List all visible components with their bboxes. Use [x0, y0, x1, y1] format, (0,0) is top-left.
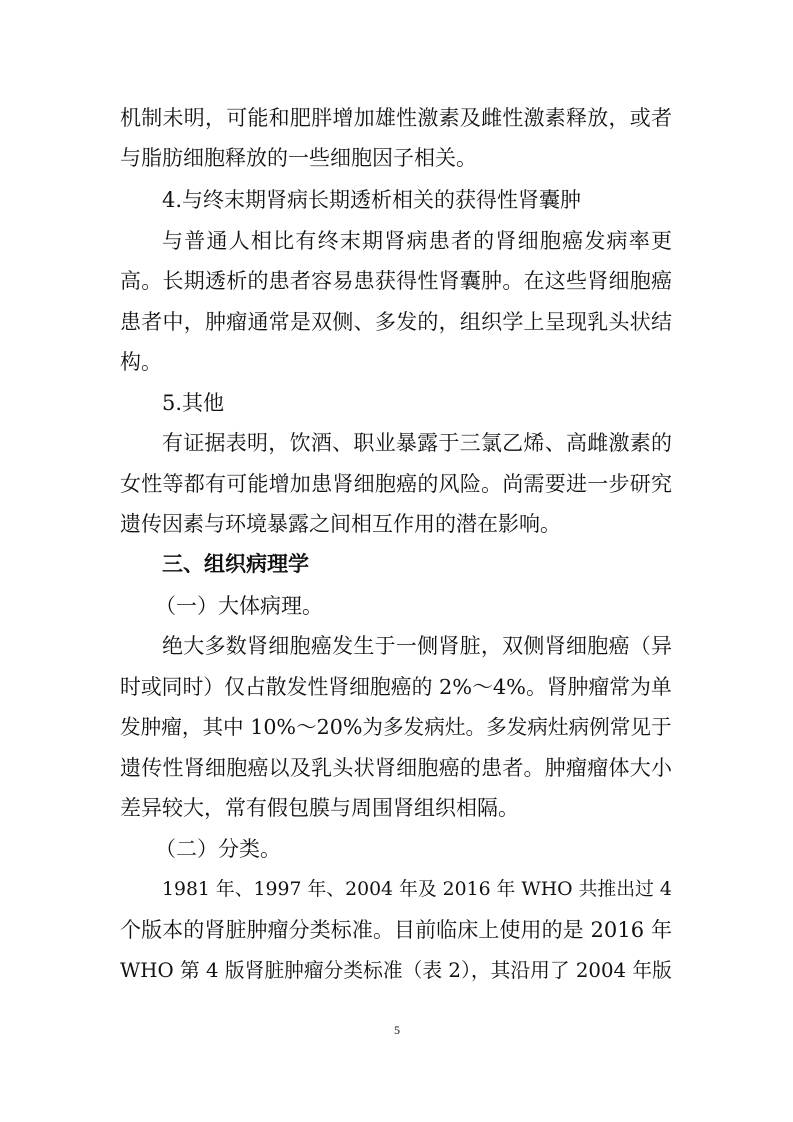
text-line-content: 机制未明，可能和肥胖增加雄性激素及雌性激素释放，或者 — [120, 106, 673, 130]
text-line — [0, 226, 793, 256]
text-line-content: 与脂肪细胞释放的一些细胞因子相关。 — [120, 146, 477, 170]
text-line — [0, 793, 793, 823]
text-line-content: 时或同时）仅占散发性肾细胞癌的 2%～4%。肾肿瘤常为单 — [120, 675, 672, 699]
section-title: 三、组织病理学 — [162, 552, 309, 576]
text-line-content: 患者中，肿瘤通常是双侧、多发的，组织学上呈现乳头状结 — [120, 310, 673, 334]
subsection-title: 4.与终末期肾病长期透析相关的获得性肾囊肿 — [162, 188, 582, 212]
text-line-content: 个版本的肾脏肿瘤分类标准。目前临床上使用的是 2016 年 — [120, 918, 673, 942]
text-line — [0, 347, 793, 377]
text-line — [0, 266, 793, 296]
text-line — [0, 915, 793, 945]
text-line-content: 遗传因素与环境暴露之间相互作用的潜在影响。 — [120, 512, 561, 536]
subsection-title: （一）大体病理。 — [155, 594, 323, 618]
section-heading — [0, 591, 793, 621]
section-heading — [0, 549, 793, 579]
text-line-content: 遗传性肾细胞癌以及乳头状肾细胞癌的患者。肿瘤瘤体大小 — [120, 756, 673, 780]
section-heading — [0, 388, 793, 418]
text-line — [0, 509, 793, 539]
text-line — [0, 753, 793, 783]
text-line — [0, 875, 793, 905]
subsection-title: 5.其他 — [162, 391, 225, 415]
text-line — [0, 631, 793, 661]
page-number: 5 — [394, 1023, 400, 1037]
text-line-content: 发肿瘤，其中 10%～20%为多发病灶。多发病灶病例常见于 — [120, 715, 672, 739]
text-line — [0, 712, 793, 742]
text-line-content: WHO 第 4 版肾脏肿瘤分类标准（表 2），其沿用了 2004 年版 — [120, 959, 672, 982]
text-line — [0, 469, 793, 499]
text-line — [0, 428, 793, 458]
text-line-content: 构。 — [120, 350, 162, 374]
text-line-content: 与普通人相比有终末期肾病患者的肾细胞癌发病率更 — [162, 229, 674, 253]
text-line-content: 1981 年、1997 年、2004 年及 2016 年 WHO 共推出过 4 — [162, 879, 672, 900]
section-heading — [0, 185, 793, 215]
text-line-content: 有证据表明，饮酒、职业暴露于三氯乙烯、高雌激素的 — [162, 431, 673, 455]
text-line-content: 高。长期透析的患者容易患获得性肾囊肿。在这些肾细胞癌 — [120, 269, 673, 293]
text-line-content: 绝大多数肾细胞癌发生于一侧肾脏，双侧肾细胞癌（异 — [162, 634, 673, 658]
subsection-title: （二）分类。 — [155, 837, 281, 861]
text-line-content: 女性等都有可能增加患肾细胞癌的风险。尚需要进一步研究 — [120, 472, 673, 496]
text-line-content: 差异较大，常有假包膜与周围肾组织相隔。 — [120, 796, 519, 820]
text-line — [0, 143, 793, 173]
text-line — [0, 956, 793, 986]
text-line — [0, 672, 793, 702]
text-line — [0, 103, 793, 133]
text-line — [0, 307, 793, 337]
section-heading — [0, 834, 793, 864]
